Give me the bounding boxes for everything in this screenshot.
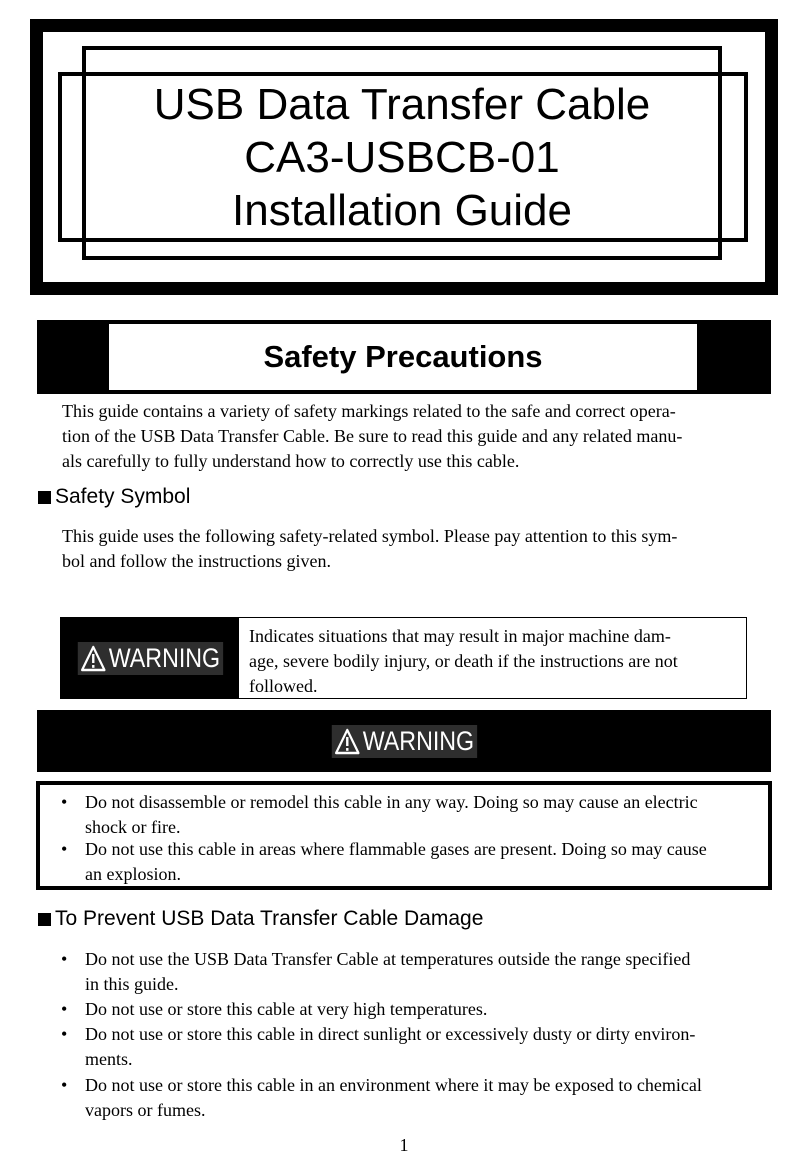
subheading-prevent-damage (38, 906, 483, 932)
subheading-safety-symbol (38, 484, 190, 510)
symbol-description (239, 618, 746, 698)
bullet-icon: • (61, 792, 68, 812)
intro-line: als carefully to fully understand how to correctly use this cable. (62, 451, 520, 471)
item-line: Do not disassemble or remodel this cable in any way. Doing so may cause an electric (85, 792, 698, 812)
warning-label (332, 725, 477, 758)
damage-item (61, 1073, 702, 1123)
warning-item (61, 790, 698, 840)
bullet-icon: • (61, 1075, 68, 1095)
damage-item (61, 997, 488, 1022)
warning-label-text: WARNING (108, 642, 220, 673)
symbol-cell (61, 618, 239, 698)
square-bullet-icon (38, 491, 51, 504)
bullet-icon: • (61, 839, 68, 859)
section-heading-safety-precautions: Safety Precautions (108, 323, 698, 391)
item-line: vapors or fumes. (85, 1100, 206, 1120)
title-line-3: Installation Guide (232, 186, 572, 235)
damage-item (61, 947, 691, 997)
item-line: shock or fire. (85, 817, 181, 837)
item-line: ments. (85, 1049, 133, 1069)
bullet-icon: • (61, 999, 68, 1019)
item-line: Do not use this cable in areas where flammable gases are present. Doing so may cause (85, 839, 707, 859)
subheading-text: Safety Symbol (55, 485, 191, 508)
warning-label (78, 642, 223, 675)
intro-line: tion of the USB Data Transfer Cable. Be sure to read this guide and any related manu- (62, 426, 683, 446)
item-line: Do not use or store this cable in direct sunlight or excessively dusty or dirty environ- (85, 1024, 696, 1044)
square-bullet-icon (38, 913, 51, 926)
item-line: Do not use or store this cable at very high temperatures. (85, 999, 488, 1019)
intro-line: This guide contains a variety of safety markings related to the safe and correct opera- (62, 401, 676, 421)
item-line: in this guide. (85, 974, 179, 994)
bullet-icon: • (61, 949, 68, 969)
warning-triangle-icon (80, 645, 106, 672)
page-number: 1 (399, 1135, 409, 1155)
description-line: followed. (249, 676, 318, 696)
warning-label-text: WARNING (362, 725, 474, 756)
symbol-line: This guide uses the following safety-related symbol. Please pay attention to this sym- (62, 526, 678, 546)
damage-item (61, 1022, 696, 1072)
bullet-icon: • (61, 1024, 68, 1044)
title-line-1: USB Data Transfer Cable (153, 80, 651, 129)
item-line: Do not use or store this cable in an environment where it may be exposed to chemical (85, 1075, 702, 1095)
symbol-table (60, 617, 747, 699)
title-line-2: CA3-USBCB-01 (244, 133, 560, 182)
description-line: Indicates situations that may result in major machine dam- (249, 626, 671, 646)
item-line: an explosion. (85, 864, 181, 884)
subheading-text: To Prevent USB Data Transfer Cable Damage (55, 907, 484, 930)
warning-item (61, 837, 707, 887)
symbol-line: bol and follow the instructions given. (62, 551, 331, 571)
intro-paragraph (62, 399, 682, 474)
symbol-paragraph (62, 524, 677, 574)
warning-banner (37, 710, 771, 772)
item-line: Do not use the USB Data Transfer Cable at temperatures outside the range specified (85, 949, 691, 969)
description-line: age, severe bodily injury, or death if the instructions are not (249, 651, 678, 671)
warning-triangle-icon (334, 728, 360, 755)
document-title (82, 78, 722, 237)
